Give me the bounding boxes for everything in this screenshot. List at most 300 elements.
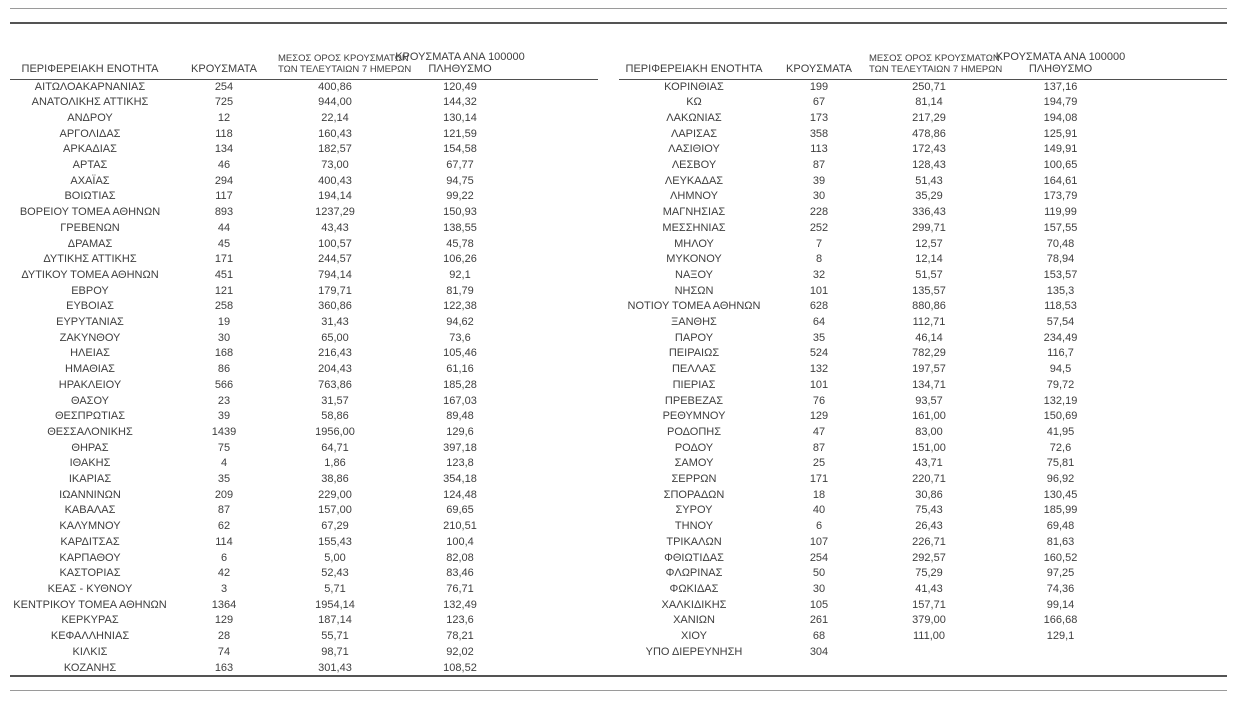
table-cell: 87: [217, 504, 231, 517]
table-cell: 58,86: [321, 410, 349, 423]
table-row: [619, 142, 1227, 158]
table-cell: ΗΡΑΚΛΕΙΟΥ: [58, 378, 122, 391]
table-row: [10, 299, 598, 315]
table-cell: ΕΥΡΥΤΑΝΙΑΣ: [56, 316, 124, 329]
table-cell: 94,75: [446, 174, 474, 187]
table-cell: 39: [812, 174, 826, 187]
table-cell: 31,43: [321, 316, 349, 329]
table-cell: 121,59: [443, 127, 477, 140]
table-cell: 45: [217, 237, 231, 250]
table-cell: 129: [809, 410, 829, 423]
table-row: [619, 362, 1227, 378]
table-cell: 76: [812, 394, 826, 407]
top-thin-rule: [10, 8, 1227, 9]
table-row: [10, 237, 598, 253]
table-cell: 107: [809, 535, 829, 548]
table-cell: ΣΑΜΟΥ: [674, 457, 714, 470]
table-cell: 252: [809, 221, 829, 234]
table-body: [619, 79, 1227, 661]
table-row: [10, 95, 598, 111]
table-cell: ΜΗΛΟΥ: [674, 237, 714, 250]
table-cell: 160,52: [1043, 551, 1078, 564]
table-cell: ΗΜΑΘΙΑΣ: [65, 363, 115, 376]
table-cell: 67: [812, 96, 826, 109]
table-cell: 51,57: [915, 268, 943, 281]
table-cell: 94,5: [1049, 363, 1072, 376]
table-row: [619, 174, 1227, 190]
table-cell: [989, 645, 1227, 661]
table-cell: 1364: [211, 598, 237, 611]
table-cell: ΖΑΚΥΝΘΟΥ: [59, 331, 121, 344]
table-cell: ΜΕΣΣΗΝΙΑΣ: [662, 221, 726, 234]
table-cell: 62: [217, 520, 231, 533]
table-row: [10, 629, 598, 645]
table-cell: 67,77: [446, 159, 474, 172]
table-row: [10, 362, 598, 378]
table-cell: 125,91: [1043, 127, 1078, 140]
table-cell: ΙΘΑΚΗΣ: [69, 457, 111, 470]
table-cell: 763,86: [318, 378, 352, 391]
table-cell: 172,43: [912, 143, 946, 156]
table-row: [619, 284, 1227, 300]
table-row: [619, 158, 1227, 174]
table-cell: 197,57: [912, 363, 946, 376]
table-cell: 157,00: [318, 504, 352, 517]
table-row: [619, 519, 1227, 535]
table-header: [619, 46, 1227, 79]
table-cell: ΦΛΩΡΙΝΑΣ: [665, 567, 723, 580]
table-cell: ΙΚΑΡΙΑΣ: [68, 473, 112, 486]
table-cell: 358: [809, 127, 829, 140]
table-cell: 6: [220, 551, 228, 564]
table-cell: 451: [214, 268, 234, 281]
table-row: [10, 456, 598, 472]
table-cell: 216,43: [318, 347, 352, 360]
table-cell: 94,62: [446, 316, 474, 329]
table-cell: 301,43: [318, 661, 352, 674]
table-cell: ΑΧΑΪΑΣ: [70, 174, 110, 187]
table-cell: 132: [809, 363, 829, 376]
table-cell: ΑΝΑΤΟΛΙΚΗΣ ΑΤΤΙΚΗΣ: [31, 96, 149, 109]
table-cell: ΙΩΑΝΝΙΝΩΝ: [59, 488, 121, 501]
table-cell: 132,49: [443, 598, 477, 611]
table-cell: ΑΙΤΩΛΟΑΚΑΡΝΑΝΙΑΣ: [34, 80, 146, 93]
table-cell: 254: [809, 551, 829, 564]
column-header-7day-average: [869, 46, 1003, 79]
table-cell: 86: [217, 363, 231, 376]
table-cell: ΠΕΙΡΑΙΩΣ: [668, 347, 720, 360]
table-row: [10, 598, 598, 614]
table-cell: 39: [217, 410, 231, 423]
table-cell: 135,3: [1046, 284, 1075, 297]
table-cell: 65,00: [321, 331, 349, 344]
table-cell: 30: [812, 190, 826, 203]
table-cell: 87: [812, 159, 826, 172]
table-cell: 524: [809, 347, 829, 360]
table-cell: 112,71: [912, 316, 946, 329]
table-cell: 228: [809, 206, 829, 219]
table-cell: 130,45: [1043, 488, 1078, 501]
table-row: [619, 221, 1227, 237]
table-cell: ΧΑΛΚΙΔΙΚΗΣ: [661, 598, 727, 611]
table-cell: 98,71: [321, 645, 349, 658]
table-cell: 1439: [211, 425, 237, 438]
table-row: [10, 142, 598, 158]
table-cell: ΣΠΟΡΑΔΩΝ: [663, 488, 725, 501]
table-cell: 893: [214, 206, 234, 219]
table-cell: 336,43: [912, 206, 946, 219]
table-cell: ΣΥΡΟΥ: [675, 504, 713, 517]
table-cell: 99,14: [1046, 598, 1075, 611]
table-cell: ΛΗΜΝΟΥ: [670, 190, 718, 203]
table-cell: 8: [815, 253, 823, 266]
table-row: [619, 488, 1227, 504]
table-cell: 92,02: [446, 645, 474, 658]
table-cell: ΞΑΝΘΗΣ: [671, 316, 717, 329]
table-cell: 194,08: [1043, 111, 1078, 124]
table-cell: 105,46: [443, 347, 477, 360]
table-cell: 725: [214, 96, 234, 109]
table-cell: 129,6: [446, 425, 474, 438]
top-thick-rule: [10, 22, 1227, 24]
column-header-per-100k: [989, 46, 1227, 79]
table-row: [619, 566, 1227, 582]
table-row: [619, 409, 1227, 425]
table-cell: [869, 645, 989, 661]
table-cell: ΔΡΑΜΑΣ: [67, 237, 113, 250]
table-cell: 41,43: [915, 583, 943, 595]
table-cell: 82,08: [446, 551, 474, 564]
table-row: [619, 551, 1227, 567]
table-cell: ΑΡΓΟΛΙΔΑΣ: [59, 127, 121, 140]
table-row: [10, 535, 598, 551]
table-cell: 138,55: [443, 221, 477, 234]
table-row: [10, 79, 598, 95]
table-row: [10, 472, 598, 488]
table-cell: 379,00: [912, 614, 946, 627]
table-cell: ΚΕΑΣ - ΚΥΘΝΟΥ: [47, 583, 133, 595]
column-header-region: ΠΕΡΙΦΕΡΕΙΑΚΗ ΕΝΟΤΗΤΑ: [10, 46, 170, 79]
table-header: [10, 46, 598, 79]
table-cell: 74: [217, 645, 231, 658]
table-cell: 234,49: [1043, 331, 1078, 344]
table-cell: 75: [217, 441, 231, 454]
table-body: [10, 79, 598, 676]
table-cell: 101: [809, 378, 829, 391]
table-cell: 179,71: [318, 284, 352, 297]
table-row: [619, 299, 1227, 315]
table-cell: 83,46: [446, 567, 474, 580]
table-row: [10, 551, 598, 567]
table-cell: 93,57: [915, 394, 943, 407]
table-row: [619, 378, 1227, 394]
table-cell: 100,4: [446, 535, 474, 548]
column-header-per-100k-line2: ΠΛΗΘΥΣΜΟ: [1028, 63, 1093, 75]
table-cell: 167,03: [443, 394, 477, 407]
table-cell: 32: [812, 268, 826, 281]
table-cell: 171: [214, 253, 234, 266]
table-row: [10, 394, 598, 410]
table-cell: 250,71: [912, 80, 946, 93]
table-cell: 118: [215, 127, 233, 140]
table-cell: ΤΗΝΟΥ: [674, 520, 714, 533]
table-cell: 163: [214, 661, 234, 674]
table-cell: ΛΕΥΚΑΔΑΣ: [664, 174, 724, 187]
column-header-cases: ΚΡΟΥΣΜΑΤΑ: [769, 46, 869, 79]
table-cell: 35: [217, 473, 231, 486]
table-cell: 81,79: [446, 284, 474, 297]
table-cell: ΡΟΔΟΠΗΣ: [666, 425, 722, 438]
table-cell: 97,25: [1046, 567, 1075, 580]
table-cell: 81,63: [1046, 535, 1075, 548]
table-cell: 18: [812, 488, 826, 501]
table-cell: ΑΝΔΡΟΥ: [67, 111, 113, 124]
table-cell: 72,6: [1049, 441, 1072, 454]
table-cell: 168: [214, 347, 234, 360]
table-cell: ΠΡΕΒΕΖΑΣ: [664, 394, 724, 407]
table-cell: 75,43: [915, 504, 943, 517]
table-cell: 6: [815, 520, 823, 533]
table-cell: 129,1: [1046, 630, 1075, 643]
table-cell: 226,71: [912, 535, 946, 548]
table-cell: 23: [217, 394, 231, 407]
table-cell: 294: [214, 174, 234, 187]
table-cell: 96,92: [1046, 473, 1075, 486]
table-cell: 1,86: [324, 457, 346, 470]
table-cell: 130,14: [443, 111, 477, 124]
table-cell: 100,57: [318, 237, 352, 250]
table-row: [619, 425, 1227, 441]
table-cell: 258: [214, 300, 234, 313]
table-cell: 73,00: [321, 159, 349, 172]
table-row: [10, 409, 598, 425]
table-cell: 157,71: [912, 598, 946, 611]
table-row: [10, 503, 598, 519]
table-cell: 7: [815, 237, 823, 250]
table-cell: 57,54: [1046, 316, 1075, 329]
table-cell: 1954,14: [315, 598, 355, 611]
table-cell: ΝΟΤΙΟΥ ΤΟΜΕΑ ΑΘΗΝΩΝ: [627, 300, 761, 313]
cases-table-right: [619, 46, 1227, 661]
table-cell: 31,57: [321, 394, 349, 407]
table-row: [619, 189, 1227, 205]
table-cell: 161,00: [912, 410, 946, 423]
table-cell: 1956,00: [315, 425, 355, 438]
table-row: [619, 503, 1227, 519]
table-cell: 5,71: [324, 583, 346, 595]
table-row: [619, 205, 1227, 221]
table-cell: 74,36: [1046, 583, 1075, 595]
table-cell: 199: [809, 80, 829, 93]
table-cell: ΜΥΚΟΝΟΥ: [666, 253, 722, 266]
table-row: [619, 252, 1227, 268]
table-cell: 194,79: [1043, 96, 1078, 109]
table-cell: 144,32: [443, 96, 477, 109]
table-cell: 137,16: [1043, 80, 1078, 93]
table-cell: 173: [809, 111, 829, 124]
table-cell: 209: [214, 488, 234, 501]
table-cell: 944,00: [318, 96, 352, 109]
table-cell: 30: [217, 331, 231, 344]
table-row: [10, 174, 598, 190]
table-cell: 229,00: [318, 488, 352, 501]
header-row: [619, 46, 1227, 79]
table-cell: 122,38: [443, 300, 477, 313]
table-cell: ΚΑΡΔΙΤΣΑΣ: [60, 535, 120, 548]
table-cell: 204,43: [318, 363, 352, 376]
table-cell: 100,65: [1043, 159, 1078, 172]
header-row: [10, 46, 598, 79]
table-cell: 129: [214, 614, 234, 627]
table-row: [10, 331, 598, 347]
table-cell: ΚΑΒΑΛΑΣ: [64, 504, 116, 517]
table-cell: 194,14: [318, 190, 352, 203]
table-cell: 478,86: [912, 127, 946, 140]
table-row: [619, 472, 1227, 488]
table-cell: 400,43: [318, 174, 352, 187]
table-cell: 69,48: [1046, 520, 1075, 533]
table-cell: 182,57: [318, 143, 352, 156]
table-cell: ΥΠΟ ΔΙΕΡΕΥΝΗΣΗ: [645, 645, 743, 658]
table-cell: ΕΒΡΟΥ: [71, 284, 109, 297]
table-cell: 64: [812, 316, 826, 329]
table-cell: ΑΡΚΑΔΙΑΣ: [63, 143, 117, 156]
table-cell: ΘΑΣΟΥ: [70, 394, 110, 407]
table-cell: 28: [217, 630, 231, 643]
table-cell: 40: [812, 504, 826, 517]
table-cell: 124,48: [443, 488, 477, 501]
table-cell: 55,71: [321, 630, 349, 643]
table-cell: ΚΑΛΥΜΝΟΥ: [59, 520, 121, 533]
table-cell: 261: [809, 614, 829, 627]
table-cell: ΘΕΣΣΑΛΟΝΙΚΗΣ: [47, 425, 133, 438]
table-cell: 155,43: [318, 535, 352, 548]
table-cell: 106,26: [443, 253, 477, 266]
table-cell: 114: [215, 535, 233, 548]
table-cell: 397,18: [443, 441, 477, 454]
table-cell: 566: [214, 378, 234, 391]
table-row: [10, 252, 598, 268]
table-cell: 105: [809, 598, 829, 611]
table-cell: ΝΗΣΩΝ: [674, 284, 714, 297]
table-cell: 4: [220, 457, 228, 470]
table-row: [10, 645, 598, 661]
table-cell: ΣΕΡΡΩΝ: [671, 473, 717, 486]
table-row: [619, 237, 1227, 253]
column-header-7day-average-line2: ΤΩΝ ΤΕΛΕΥΤΑΙΩΝ 7 ΗΜΕΡΩΝ: [278, 64, 412, 75]
table-row: [10, 519, 598, 535]
table-row: [10, 425, 598, 441]
table-cell: 70,48: [1046, 237, 1075, 250]
table-cell: 150,93: [443, 206, 477, 219]
table-cell: 185,99: [1043, 504, 1078, 517]
table-cell: ΛΑΡΙΣΑΣ: [670, 127, 717, 140]
column-header-per-100k-line1: ΚΡΟΥΣΜΑΤΑ ΑΝΑ 100000: [995, 50, 1126, 63]
table-cell: 210,51: [443, 520, 477, 533]
table-cell: 12,14: [915, 253, 943, 266]
table-cell: 173,79: [1043, 190, 1078, 203]
table-cell: 69,65: [446, 504, 474, 517]
table-row: [619, 315, 1227, 331]
table-cell: ΛΕΣΒΟΥ: [671, 159, 717, 172]
table-row: [10, 221, 598, 237]
table-cell: 67,29: [321, 520, 349, 533]
table-cell: 166,68: [1043, 614, 1078, 627]
table-row: [619, 111, 1227, 127]
table-cell: 128,43: [912, 159, 946, 172]
table-row: [10, 661, 598, 677]
table-cell: ΚΟΖΑΝΗΣ: [63, 661, 117, 674]
table-cell: ΡΟΔΟΥ: [674, 441, 714, 454]
table-cell: 83,00: [915, 425, 943, 438]
table-cell: 79,72: [1046, 378, 1075, 391]
table-cell: 81,14: [915, 96, 943, 109]
table-cell: 149,91: [1043, 143, 1078, 156]
table-row: [10, 346, 598, 362]
table-cell: 123,6: [446, 614, 474, 627]
table-cell: 880,86: [912, 300, 946, 313]
table-cell: ΒΟΡΕΙΟΥ ΤΟΜΕΑ ΑΘΗΝΩΝ: [19, 206, 161, 219]
column-header-cases: ΚΡΟΥΣΜΑΤΑ: [170, 46, 278, 79]
table-cell: 43,43: [321, 221, 349, 234]
table-cell: 76,71: [446, 583, 474, 595]
table-cell: 73,6: [449, 331, 471, 344]
table-cell: 187,14: [318, 614, 352, 627]
table-cell: 35: [812, 331, 826, 344]
table-cell: 101: [809, 284, 829, 297]
table-row: [619, 598, 1227, 614]
table-cell: ΓΡΕΒΕΝΩΝ: [60, 221, 120, 234]
column-header-7day-average-line1: ΜΕΣΟΣ ΟΡΟΣ ΚΡΟΥΣΜΑΤΩΝ: [278, 52, 409, 64]
table-cell: 78,21: [446, 630, 474, 643]
table-row: [10, 488, 598, 504]
column-header-per-100k: [392, 46, 598, 79]
table-cell: 92,1: [449, 268, 471, 281]
table-cell: 119,99: [1044, 206, 1077, 219]
table-row: [619, 441, 1227, 457]
table-cell: 50: [812, 567, 826, 580]
table-cell: 782,29: [912, 347, 946, 360]
table-cell: 116,7: [1047, 347, 1074, 360]
table-cell: 108,52: [443, 661, 477, 674]
table-row: [10, 284, 598, 300]
table-row: [619, 645, 1227, 661]
table-cell: ΑΡΤΑΣ: [72, 159, 108, 172]
table-cell: 111,00: [912, 630, 945, 643]
table-cell: ΗΛΕΙΑΣ: [70, 347, 110, 360]
table-cell: 52,43: [321, 567, 349, 580]
table-cell: 46,14: [915, 331, 943, 344]
table-cell: 157,55: [1043, 221, 1078, 234]
bottom-thick-rule: [10, 675, 1227, 677]
table-cell: 164,61: [1043, 174, 1078, 187]
table-cell: ΧΙΟΥ: [681, 630, 707, 643]
table-cell: ΚΑΣΤΟΡΙΑΣ: [59, 567, 121, 580]
table-row: [619, 613, 1227, 629]
table-cell: 51,43: [915, 174, 943, 187]
table-row: [619, 394, 1227, 410]
table-cell: 299,71: [912, 221, 946, 234]
table-row: [619, 127, 1227, 143]
table-row: [619, 629, 1227, 645]
table-cell: 87: [812, 441, 826, 454]
table-cell: ΦΘΙΩΤΙΔΑΣ: [664, 551, 724, 564]
table-cell: 61,16: [446, 363, 474, 376]
table-cell: ΝΑΞΟΥ: [675, 268, 713, 281]
table-cell: 171: [809, 473, 829, 486]
table-cell: ΚΟΡΙΝΘΙΑΣ: [664, 80, 724, 93]
table-cell: 185,28: [443, 378, 477, 391]
